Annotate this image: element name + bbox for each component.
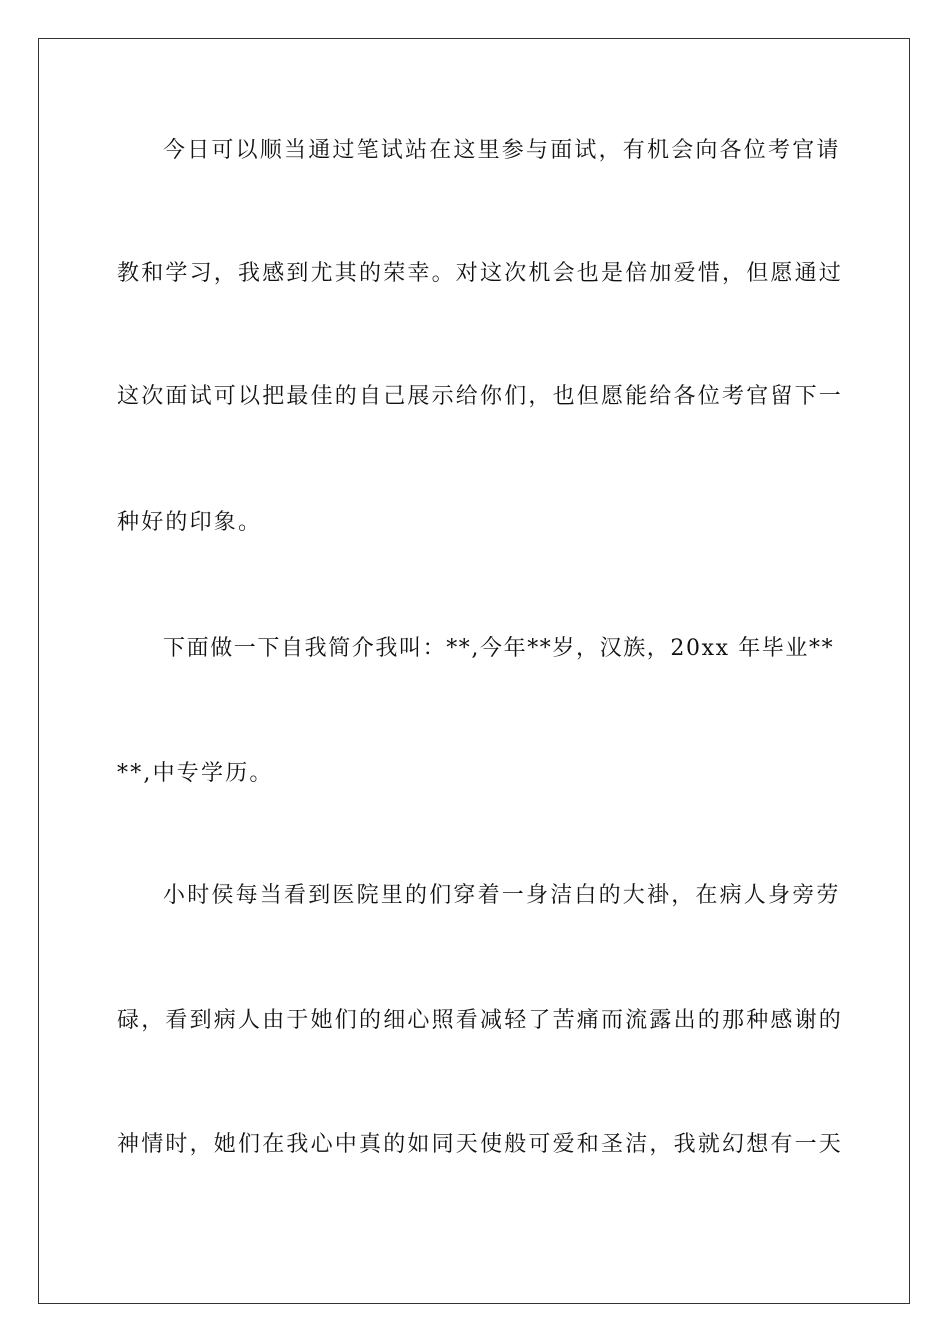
page-border <box>38 38 910 1304</box>
paragraph-1-line-1: 今日可以顺当通过笔试站在这里参与面试，有机会向各位考官请 <box>163 138 841 163</box>
paragraph-3-line-1: 小时侯每当看到医院里的们穿着一身洁白的大褂，在病人身旁劳 <box>163 883 841 908</box>
paragraph-1-line-4: 种好的印象。 <box>117 510 263 535</box>
paragraph-2-line-2: **,中专学历。 <box>117 761 274 786</box>
paragraph-3-line-3: 神情时，她们在我心中真的如同天使般可爱和圣洁，我就幻想有一天 <box>117 1132 844 1157</box>
paragraph-1-line-3: 这次面试可以把最佳的自己展示给你们，也但愿能给各位考官留下一 <box>117 384 844 409</box>
paragraph-3-line-2: 碌，看到病人由于她们的细心照看减轻了苦痛而流露出的那种感谢的 <box>117 1008 844 1033</box>
paragraph-2-line-1: 下面做一下自我简介我叫：**,今年**岁，汉族，20xx 年毕业** <box>163 636 835 661</box>
paragraph-1-line-2: 教和学习，我感到尤其的荣幸。对这次机会也是倍加爱惜，但愿通过 <box>117 261 844 286</box>
